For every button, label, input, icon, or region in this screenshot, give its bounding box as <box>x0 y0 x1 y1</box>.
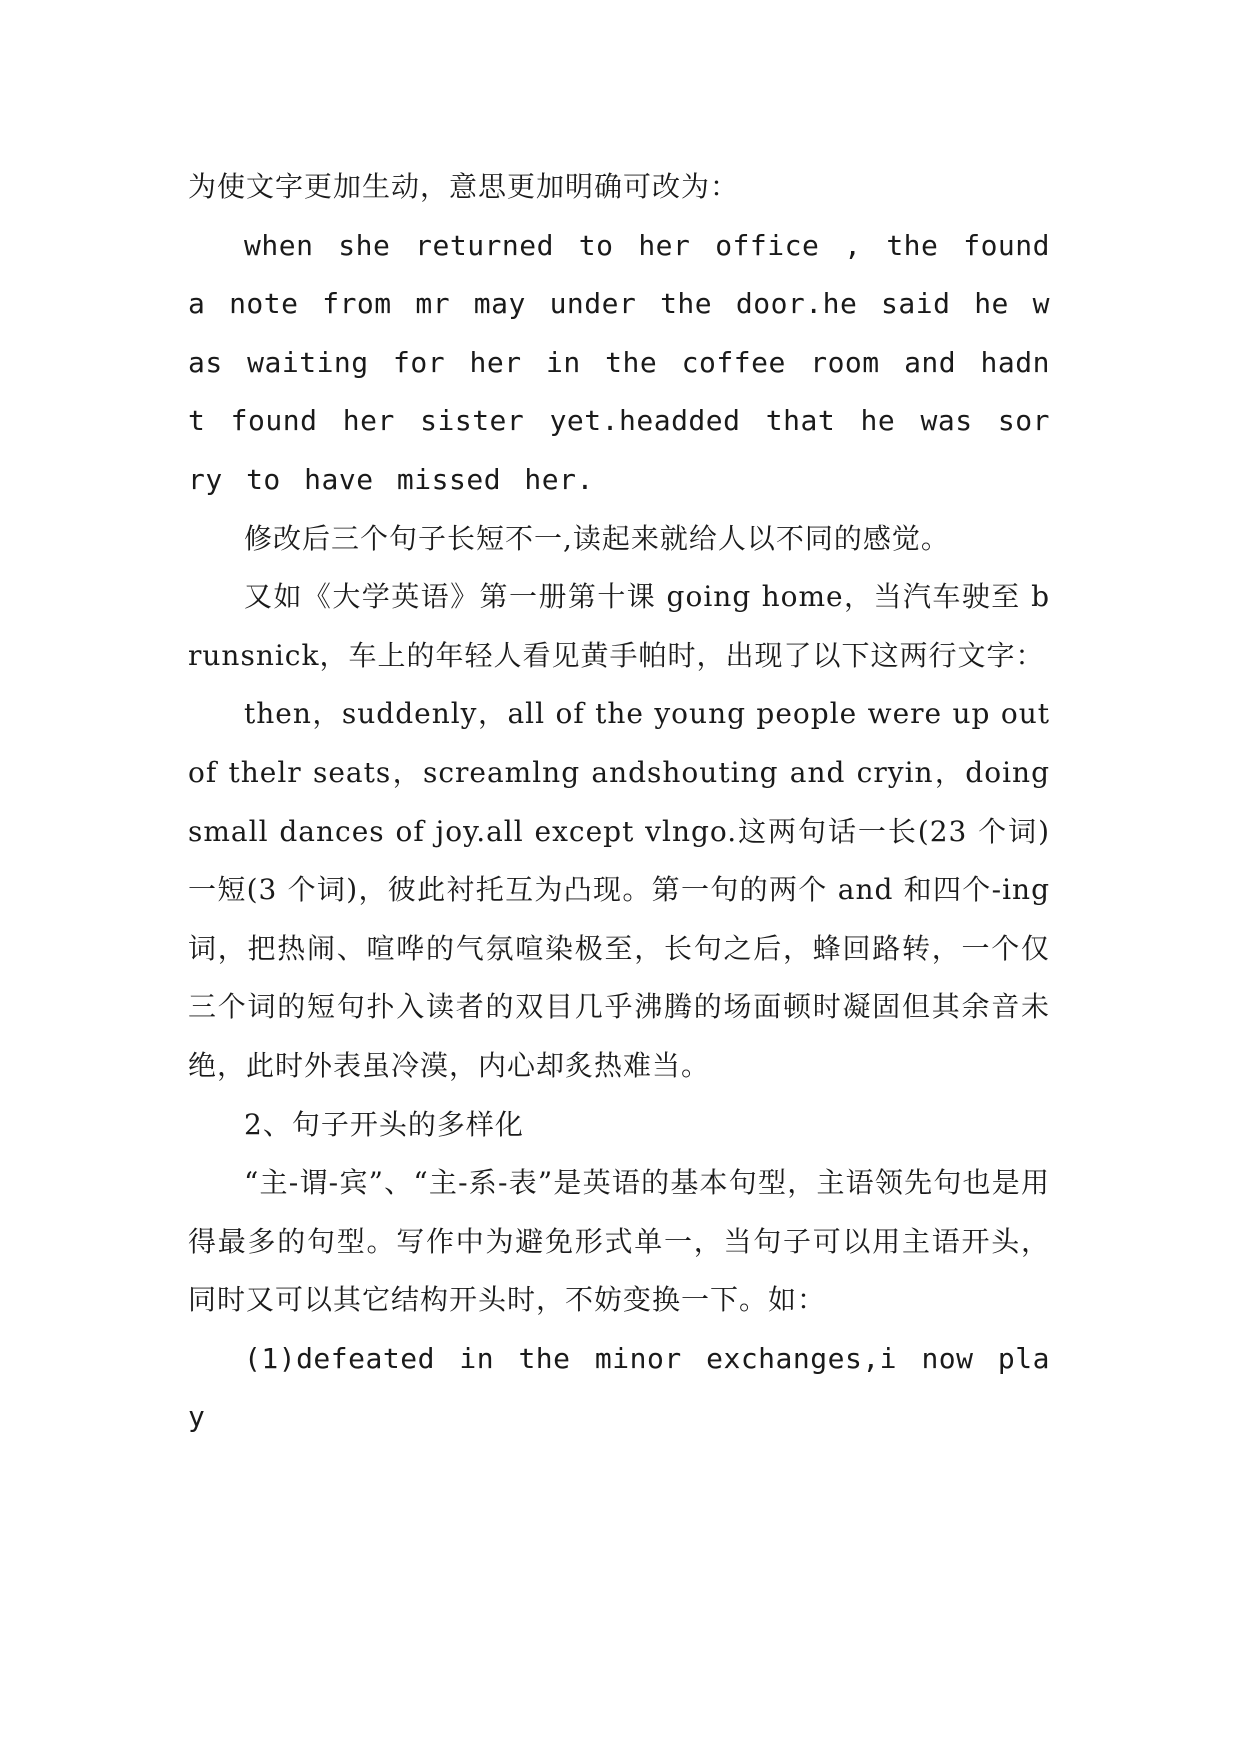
document-body <box>188 158 1050 1447</box>
paragraph-intro: 为使文字更加生动，意思更加明确可改为： <box>188 170 740 203</box>
paragraph-sentence-patterns: “主-谓-宾”、“主-系-表”是英语的基本句型，主语领先句也是用得最多的句型。写作中为避免形式单一，当句子可以用主语开头，同时又可以其它结构开头时，不妨变换一下。如： <box>188 1166 1050 1317</box>
paragraph-revision-note: 修改后三个句子长短不一,读起来就给人以不同的感觉。 <box>244 521 950 555</box>
paragraph-english-example-1: when she returned to her office , the found a note from mr may under the door.he said he was waiting for her in the coffee room and hadnt found her sister yet.headded that he was sorry to have missed her. <box>188 228 1050 496</box>
paragraph-example-1: (1)defeated in the minor exchanges,i now play <box>188 1341 1050 1434</box>
section-heading-sentence-openings: 2、句子开头的多样化 <box>244 1107 524 1141</box>
paragraph-english-example-2: then，suddenly，all of the young people were up out of thelr seats，screamlng andshouting and cryin，doing small dances of joy.all except vlngo.这两句话一长(23 个词)一短(3 个词)，彼此衬托互为凸现。第一句的两个 and 和四个-ing 词，把热闹、喧哗的气氛喧染极至，长句之后，蜂回路转，一个仅三个词的短句扑入读者的双目几乎沸腾的场面顿时凝固但其余音未绝，此时外表虽冷漠，内心却炙热难当。 <box>188 697 1050 1082</box>
paragraph-textbook-reference: 又如《大学英语》第一册第十课 going home，当汽车驶至 brunsnick，车上的年轻人看见黄手帕时，出现了以下这两行文字： <box>188 580 1050 672</box>
